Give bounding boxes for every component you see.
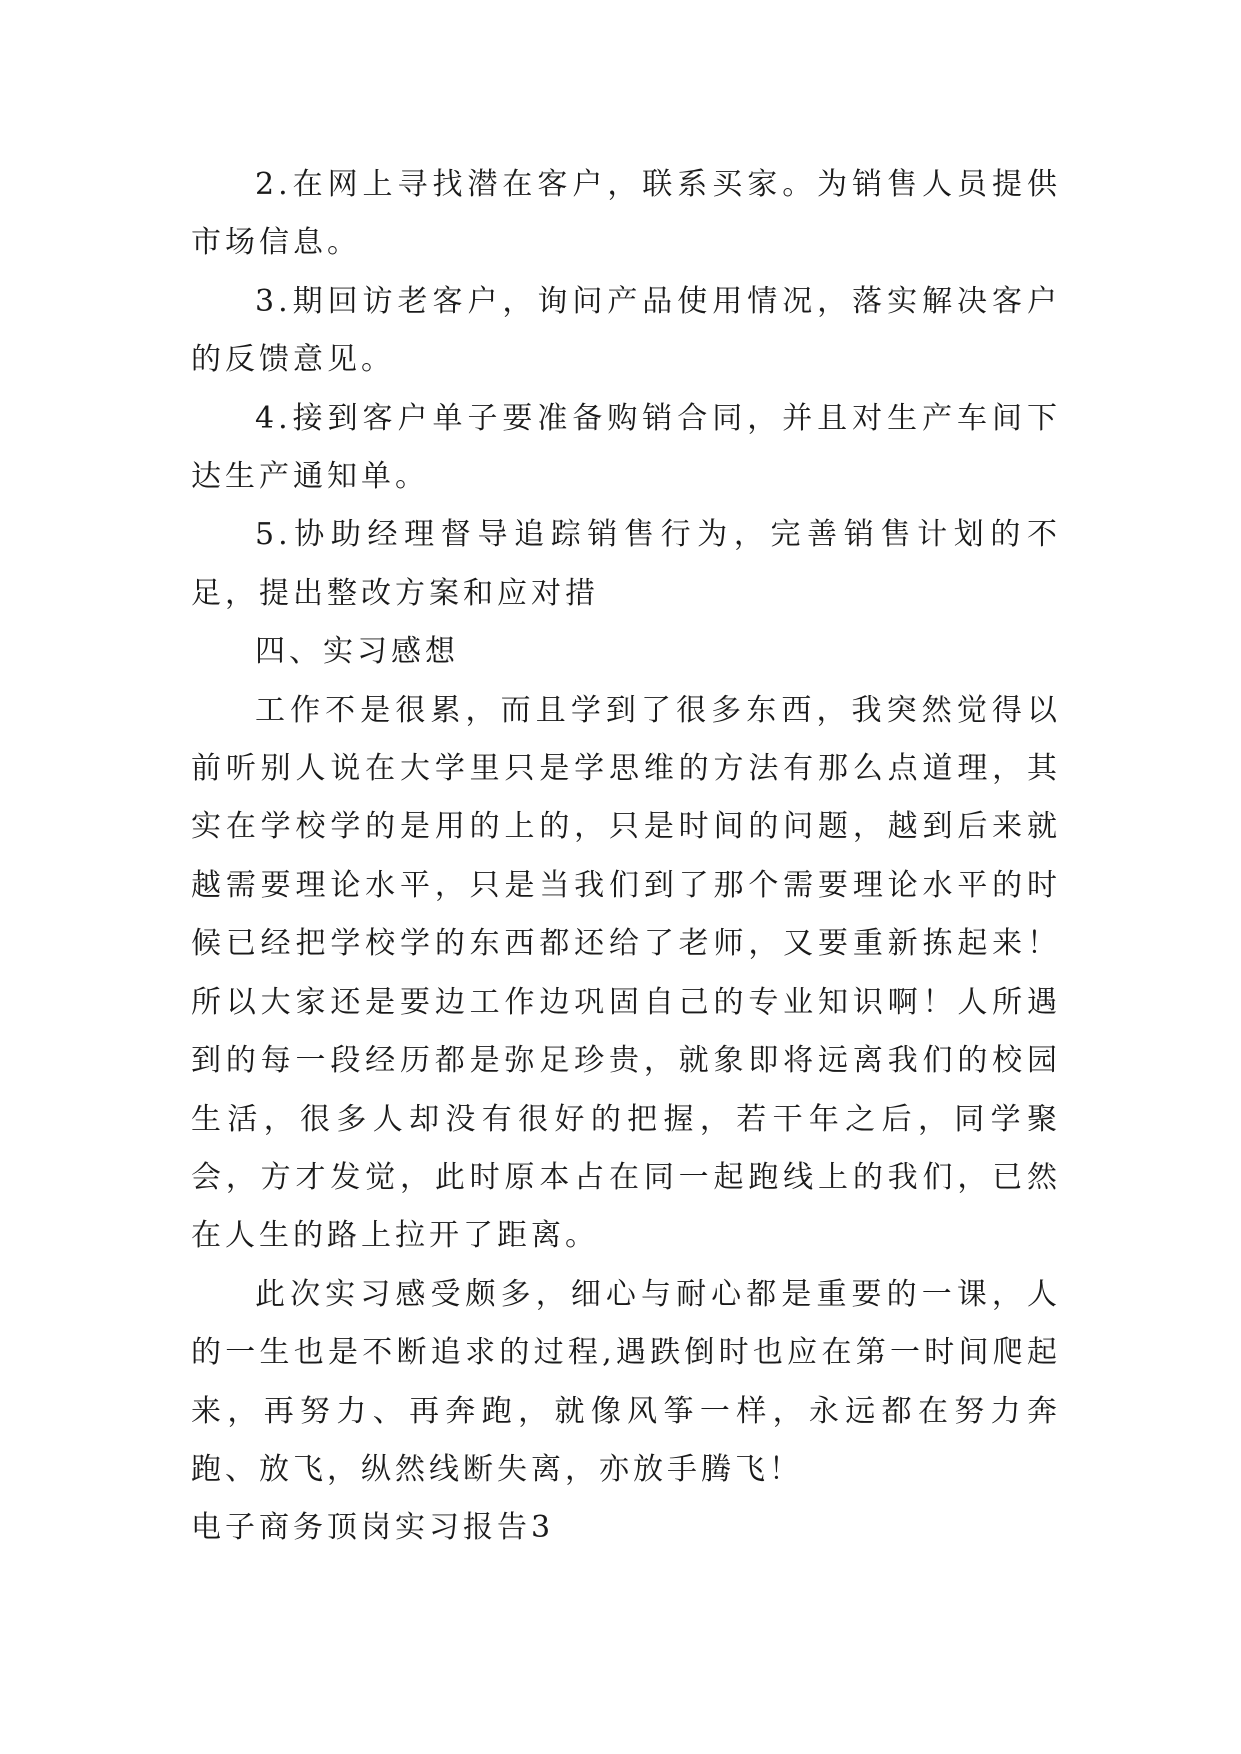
section-heading: 四、实习感想	[255, 634, 459, 670]
paragraph-item-3: 3.期回访老客户，询问产品使用情况，落实解决客户的反馈意见。	[191, 283, 1061, 378]
paragraph-item-2: 2.在网上寻找潜在客户，联系买家。为销售人员提供市场信息。	[191, 167, 1061, 261]
paragraph-item-4: 4.接到客户单子要准备购销合同，并且对生产车间下达生产通知单。	[191, 400, 1061, 495]
reflection-paragraph-2: 此次实习感受颇多，细心与耐心都是重要的一课，人的一生也是不断追求的过程,遇跌倒时也应在第一时间爬起来，再努力、再奔跑，就像风筝一样，永远都在努力奔跑、放飞，纵然线断失离，亦放手腾飞！	[191, 1276, 1061, 1487]
paragraph-item-5: 5.协助经理督导追踪销售行为，完善销售计划的不足，提出整改方案和应对措	[191, 517, 1061, 611]
next-report-title: 电子商务顶岗实习报告3	[191, 1510, 555, 1546]
document-body	[191, 156, 1061, 1558]
reflection-paragraph-1: 工作不是很累，而且学到了很多东西，我突然觉得以前听别人说在大学里只是学思维的方法有那么点道理，其实在学校学的是用的上的，只是时间的问题，越到后来就越需要理论水平，只是当我们到了那个需要理论水平的时候已经把学校学的东西都还给了老师，又要重新拣起来！所以大家还是要边工作边巩固自己的专业知识啊！人所遇到的每一段经历都是弥足珍贵，就象即将远离我们的校园生活，很多人却没有很好的把握，若干年之后，同学聚会，方才发觉，此时原本占在同一起跑线上的我们，已然在人生的路上拉开了距离。	[191, 692, 1061, 1254]
